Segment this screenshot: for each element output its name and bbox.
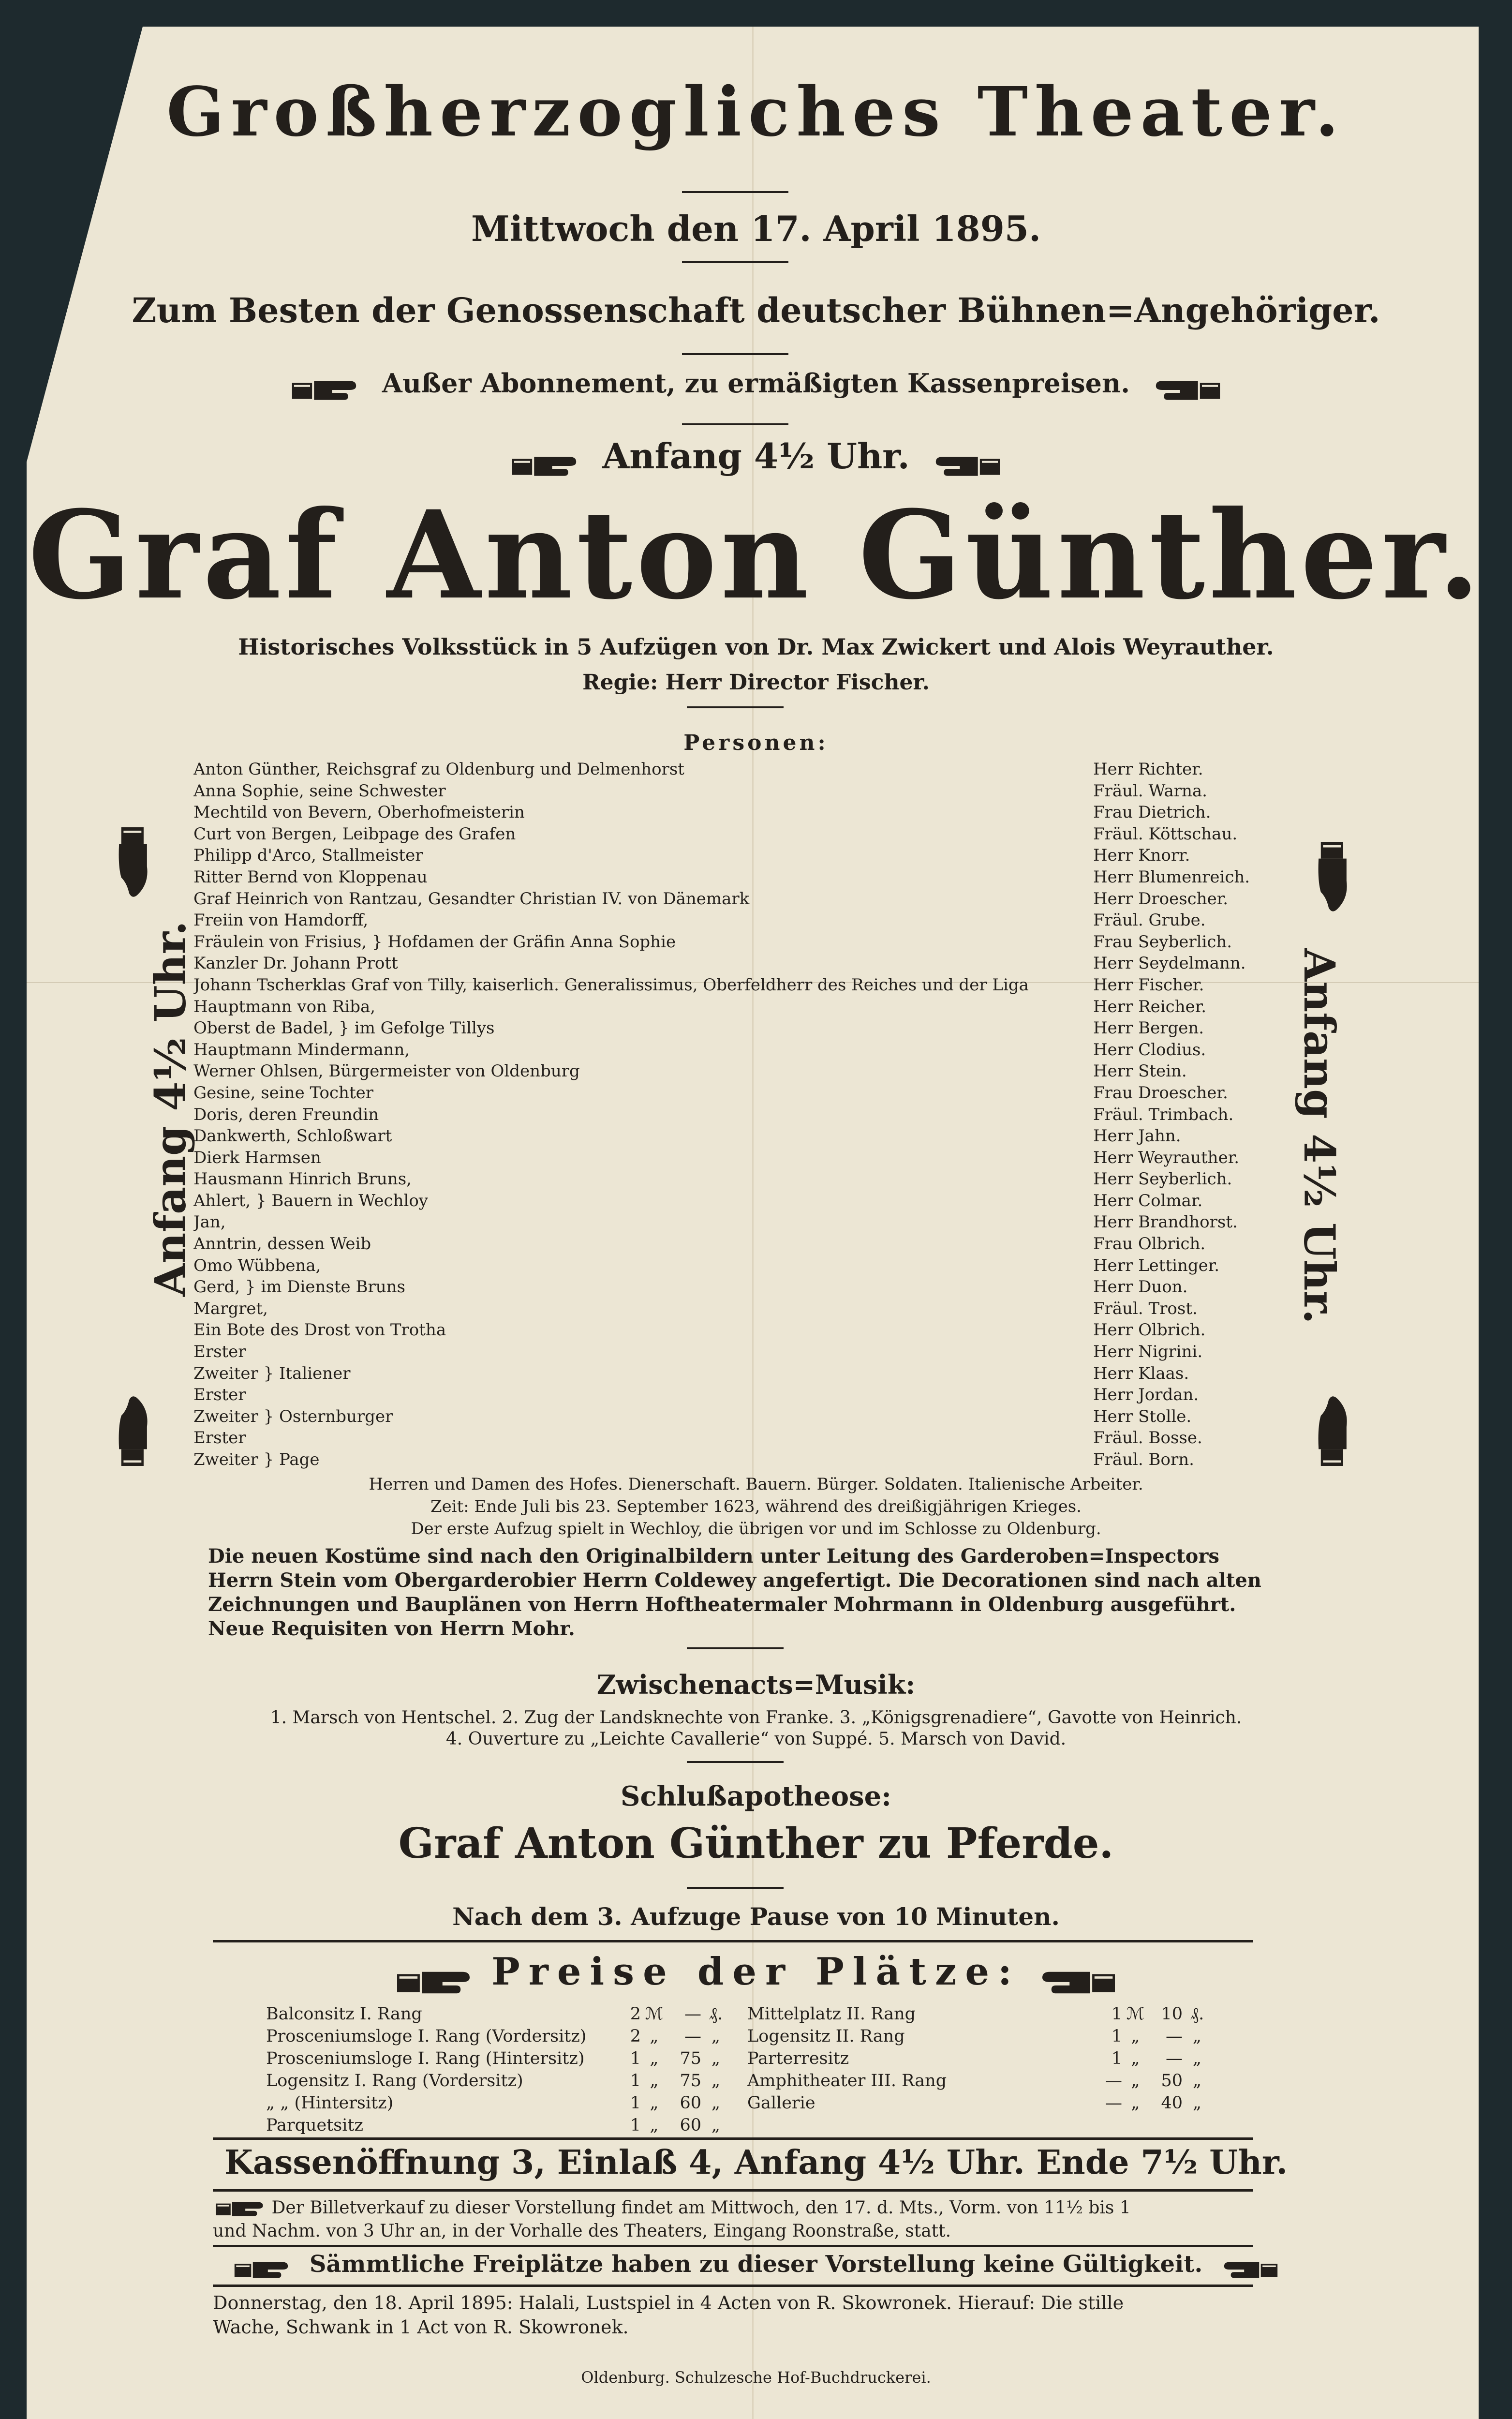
cast-row [193,1211,1238,1233]
cast-actor: Herr Stein. [1093,1061,1187,1081]
price-seat: Logensitz II. Rang [747,2027,905,2046]
price-mark: 1 [630,2071,641,2090]
subscription-row [0,368,1512,405]
play-subtitle: Historisches Volksstück in 5 Aufzügen von Dr. Max Zwickert und Alois Weyrauther. [238,634,1274,660]
cast-row [193,1298,1219,1320]
price-seat: „ „ (Hintersitz) [266,2093,394,2113]
cast-role: Gesine, seine Tochter [193,1083,373,1103]
pointing-hand-icon [1042,1961,1115,2004]
price-seat: Prosceniumsloge I. Rang (Vordersitz) [266,2027,587,2046]
price-pfennig: 75 [680,2049,701,2068]
benefit-line: Zum Besten der Genossenschaft deutscher Bühnen=Angehöriger. [132,290,1380,330]
cast-row [193,953,1246,974]
price-seat: Mittelplatz II. Rang [747,2004,916,2024]
cast-actor: Herr Seydelmann. [1093,954,1246,973]
rule [213,2189,1253,2192]
cast-role: Hausmann Hinrich Bruns, [193,1169,412,1189]
price-mark: 1 [630,2116,641,2135]
cast-role: Anna Sophie, seine Schwester [193,781,446,801]
cast-actor: Herr Clodius. [1093,1040,1206,1060]
cast-row [193,996,1219,1018]
next-show-line: Donnerstag, den 18. April 1895: Halali, Lustspiel in 4 Acten von R. Skowronek. Hierauf: Die stille [213,2292,1124,2314]
cast-role: Ahlert, } Bauern in Wechloy [193,1191,429,1210]
costume-line: Die neuen Kostüme sind nach den Originalbildern unter Leitung des Garderoben=Inspectors [208,1545,1219,1568]
cast-row [193,866,1250,888]
price-row [266,2025,730,2047]
cast-row [193,1363,1219,1385]
cast-actor: Herr Bergen. [1093,1018,1204,1038]
side-note-right: Anfang 4½ Uhr. [1294,948,1345,1324]
price-mark: 1 [1111,2004,1122,2024]
cast-actor: Herr Weyrauther. [1093,1148,1240,1167]
price-pfennig: 10 [1161,2004,1183,2024]
rule [213,1940,1253,1942]
cast-role: Hauptmann von Riba, [193,997,376,1016]
cast-actor: Frau Olbrich. [1093,1234,1206,1254]
price-unit: ℳ [645,2004,664,2024]
cast-actor: Herr Reicher. [1093,997,1207,1016]
price-unit: „ [650,2071,659,2090]
price-row [266,2114,730,2136]
cast-role: Graf Heinrich von Rantzau, Gesandter Christian IV. von Dänemark [193,889,750,909]
rule [213,2137,1253,2140]
price-unit: „ [1131,2049,1140,2068]
price-row [266,2047,730,2070]
cast-role: Doris, deren Freundin [193,1105,379,1124]
price-unit: „ [650,2116,659,2135]
price-pfennig-unit: ₰. [1190,2004,1204,2024]
price-mark: 1 [1111,2027,1122,2046]
cast-row [193,1276,1219,1298]
pointing-hand-icon [106,827,160,900]
price-seat: Balconsitz I. Rang [266,2004,422,2024]
advance-sale [213,2196,1253,2243]
divider [687,1647,784,1649]
price-pfennig-unit: „ [1192,2071,1202,2090]
cast-role: Zweiter } Italiener [193,1363,351,1383]
divider [687,706,784,708]
cast-row [193,1341,1219,1363]
cast-role: Werner Ohlsen, Bürgermeister von Oldenburg [193,1061,580,1081]
pointing-hand-icon [1152,376,1224,405]
cast-role: Kanzler Dr. Johann Prott [193,954,398,973]
cast-row [193,802,1219,823]
price-row [266,2092,730,2114]
pointing-hand-icon [1219,2258,1282,2282]
cast-role: Zweiter } Osternburger [193,1406,393,1426]
price-mark: 1 [1111,2049,1122,2068]
divider [687,1761,784,1763]
cast-role: Hauptmann Mindermann, [193,1040,410,1060]
cast-row [193,823,1238,845]
next-show-line: Wache, Schwank in 1 Act von R. Skowronek. [213,2316,629,2338]
play-title: Graf Anton Günther. [28,484,1484,626]
cast-actor: Fräul. Trost. [1093,1299,1198,1318]
price-mark: 1 [630,2093,641,2113]
cast-actor: Herr Stolle. [1093,1406,1192,1426]
cast-role: Anton Günther, Reichsgraf zu Oldenburg und Delmenhorst [193,760,684,779]
cast-actor: Herr Colmar. [1093,1191,1203,1210]
side-note-left: Anfang 4½ Uhr. [145,921,195,1297]
cast-actor: Herr Seyberlich. [1093,1169,1232,1189]
time-note: Zeit: Ende Juli bis 23. September 1623, während des dreißigjährigen Krieges. [430,1497,1082,1516]
price-seat: Parquetsitz [266,2116,363,2135]
price-pfennig-unit: „ [711,2049,721,2068]
price-row [266,2003,730,2025]
cast-role: Erster [193,1428,246,1448]
cast-row [193,1406,1219,1428]
price-pfennig-unit: „ [1192,2049,1202,2068]
cast-row [193,780,1219,802]
cast-role: Dierk Harmsen [193,1148,321,1167]
music-line: 4. Ouverture zu „Leichte Cavallerie“ von Suppé. 5. Marsch von David. [445,1729,1067,1749]
price-pfennig-unit: „ [711,2093,721,2113]
price-unit: „ [650,2027,659,2046]
cast-role: Ein Bote des Drost von Trotha [193,1320,446,1340]
cast-actor: Herr Blumenreich. [1093,867,1250,887]
price-row [266,2070,730,2092]
price-seat: Gallerie [747,2093,815,2113]
pointing-hand-icon [932,452,1004,481]
price-unit: „ [1131,2027,1140,2046]
pointing-hand-icon [397,1961,470,2004]
subscription-note: Außer Abonnement, zu ermäßigten Kassenpreisen. [382,368,1130,399]
cast-actor: Frau Droescher. [1093,1083,1228,1103]
finale-heading: Schlußapotheose: [621,1780,891,1812]
prices-right [747,2003,1212,2114]
price-pfennig: 60 [680,2116,701,2135]
price-unit: „ [650,2093,659,2113]
music-line: 1. Marsch von Hentschel. 2. Zug der Landsknechte von Franke. 3. „Königsgrenadiere“, Gavotte von Heinrich. [270,1708,1242,1728]
price-row [747,2025,1212,2047]
price-pfennig-unit: „ [711,2027,721,2046]
cast-actor: Fräul. Bosse. [1093,1428,1202,1448]
cast-role: Anntrin, dessen Weib [193,1234,371,1254]
rule [213,2285,1253,2287]
cast-actor: Herr Brandhorst. [1093,1212,1238,1232]
cast-row [193,1104,1234,1126]
cast-row [193,1082,1228,1104]
price-seat: Amphitheater III. Rang [747,2071,947,2090]
cast-actor: Herr Jordan. [1093,1385,1199,1405]
divider [687,1887,784,1889]
cast-role: Mechtild von Bevern, Oberhofmeisterin [193,803,525,822]
rule [213,2245,1253,2247]
price-seat: Logensitz I. Rang (Vordersitz) [266,2071,523,2090]
cast-role: Gerd, } im Dienste Bruns [193,1277,405,1297]
divider [682,261,788,263]
divider [682,191,788,193]
cast-actor: Frau Seyberlich. [1093,932,1232,952]
cast-actor: Frau Dietrich. [1093,803,1211,822]
cast-row [193,1168,1232,1190]
cast-row [193,1060,1219,1082]
price-mark: — [1105,2093,1122,2113]
free-tickets-note: Sämmtliche Freiplätze haben zu dieser Vorstellung keine Gültigkeit. [309,2251,1203,2278]
pointing-hand-icon [1306,1393,1359,1466]
price-pfennig: — [1166,2049,1183,2068]
start-row [0,435,1512,481]
printer-imprint: Oldenburg. Schulzesche Hof-Buchdruckerei. [581,2368,931,2387]
cast-row [193,1147,1240,1169]
divider [682,423,788,425]
costume-line: Herrn Stein vom Obergarderobier Herrn Coldewey angefertigt. Die Decorationen sind nach alten [208,1569,1261,1592]
cast-role: Erster [193,1385,246,1405]
cast-role: Erster [193,1342,246,1362]
price-mark: — [1105,2071,1122,2090]
price-row [747,2070,1212,2092]
price-pfennig-unit: „ [711,2071,721,2090]
cast-role: Dankwerth, Schloßwart [193,1126,392,1146]
price-pfennig-unit: „ [711,2116,721,2135]
price-pfennig: — [684,2004,701,2024]
cast-role: Omo Wübbena, [193,1255,321,1275]
finale-title: Graf Anton Günther zu Pferde. [398,1819,1114,1868]
advance-sale-line: und Nachm. von 3 Uhr an, in der Vorhalle des Theaters, Eingang Roonstraße, statt. [213,2221,951,2241]
cast-role: Fräulein von Frisius, } Hofdamen der Gräfin Anna Sophie [193,932,676,952]
price-pfennig: 50 [1161,2071,1183,2090]
cast-row [193,759,1219,780]
price-pfennig: — [684,2027,701,2046]
cast-footer: Herren und Damen des Hofes. Dienerschaft. Bauern. Bürger. Soldaten. Italienische Arbeiter. [369,1475,1143,1494]
cast-actor: Herr Jahn. [1093,1126,1181,1146]
cast-row [193,1255,1219,1277]
director: Regie: Herr Director Fischer. [582,670,930,695]
costume-line: Zeichnungen und Bauplänen von Herrn Hoftheatermaler Mohrmann in Oldenburg ausgeführt. [208,1593,1236,1616]
price-mark: 2 [630,2027,641,2046]
cast-actor: Herr Nigrini. [1093,1342,1203,1362]
pointing-hand-icon [213,2198,266,2220]
price-unit: ℳ [1126,2004,1145,2024]
cast-role: Freiin von Hamdorff, [193,911,369,930]
theatre-name: Großherzogliches Theater. [166,73,1346,152]
price-pfennig: — [1166,2027,1183,2046]
cast-actor: Herr Olbrich. [1093,1320,1206,1340]
cast-actor: Herr Lettinger. [1093,1255,1220,1275]
cast-actor: Herr Duon. [1093,1277,1188,1297]
price-pfennig-unit: ₰. [709,2004,723,2024]
price-mark: 1 [630,2049,641,2068]
cast-row [193,1125,1219,1147]
price-unit: „ [1131,2093,1140,2113]
cast-actor: Herr Richter. [1093,760,1203,779]
music-heading: Zwischenacts=Musik: [596,1669,916,1700]
price-pfennig: 60 [680,2093,701,2113]
cast-row [193,931,1232,953]
price-unit: „ [650,2049,659,2068]
performance-date: Mittwoch den 17. April 1895. [471,208,1041,249]
cast-actor: Fräul. Grube. [1093,911,1206,930]
place-note: Der erste Aufzug spielt in Wechloy, die übrigen vor und im Schlosse zu Oldenburg. [411,1519,1101,1538]
cast-role: Johann Tscherklas Graf von Tilly, kaiserlich. Generalissimus, Oberfeldherr des Reiches und der Liga [193,975,1029,995]
price-pfennig-unit: „ [1192,2093,1202,2113]
advance-sale-line: Der Billetverkauf zu dieser Vorstellung findet am Mittwoch, den 17. d. Mts., Vorm. von 11½ bis 1 [271,2198,1131,2218]
pointing-hand-icon [508,452,580,481]
price-pfennig: 40 [1161,2093,1183,2113]
free-tickets-row [0,2251,1512,2282]
pause-note: Nach dem 3. Aufzuge Pause von 10 Minuten. [452,1902,1060,1931]
cast-actor: Herr Klaas. [1093,1363,1189,1383]
cast-role: Oberst de Badel, } im Gefolge Tillys [193,1018,495,1038]
prices-heading: Preise der Plätze: [491,1950,1021,1994]
cast-role: Curt von Bergen, Leibpage des Grafen [193,824,516,844]
price-row [747,2003,1212,2025]
price-pfennig: 75 [680,2071,701,2090]
divider [682,353,788,355]
cast-actor: Herr Knorr. [1093,846,1190,866]
cast-actor: Fräul. Warna. [1093,781,1207,801]
cast-role: Zweiter } Page [193,1450,320,1469]
cast-heading: Personen: [683,731,829,755]
pointing-hand-icon [230,2258,293,2282]
cast-row [193,1427,1219,1449]
pointing-hand-icon [288,376,360,405]
cast-actor: Herr Fischer. [1093,975,1204,995]
price-row [747,2047,1212,2070]
costume-note [208,1544,1272,1641]
cast-role: Ritter Bernd von Kloppenau [193,867,428,887]
cast-row [193,1039,1219,1061]
start-time: Anfang 4½ Uhr. [602,435,910,477]
pointing-hand-icon [106,1393,160,1466]
cast-row [193,1190,1219,1212]
cast-row [193,1017,1219,1039]
opening-times: Kassenöffnung 3, Einlaß 4, Anfang 4½ Uhr. Ende 7½ Uhr. [224,2143,1288,2182]
pointing-hand-icon [1306,842,1359,914]
cast-row [193,1449,1219,1471]
prices-heading-row [0,1950,1512,2004]
cast-actor: Fräul. Born. [1093,1450,1194,1469]
price-pfennig-unit: „ [1192,2027,1202,2046]
price-seat: Parterresitz [747,2049,849,2068]
prices-left [266,2003,730,2136]
cast-actor: Fräul. Trimbach. [1093,1105,1234,1124]
cast-role: Margret, [193,1299,268,1318]
cast-role: Philipp d'Arco, Stallmeister [193,846,423,866]
cast-row [193,1233,1219,1255]
cast-row [193,1384,1219,1406]
price-unit: „ [1131,2071,1140,2090]
cast-actor: Herr Droescher. [1093,889,1229,909]
cast-role: Jan, [193,1212,226,1232]
next-show [213,2291,1253,2339]
price-mark: 2 [630,2004,641,2024]
price-seat: Prosceniumsloge I. Rang (Hintersitz) [266,2049,585,2068]
cast-list [193,759,1250,1471]
cast-row [193,910,1219,931]
price-row [747,2092,1212,2114]
cast-actor: Fräul. Köttschau. [1093,824,1238,844]
cast-row [193,974,1219,996]
cast-row [193,1319,1219,1341]
costume-line: Neue Requisiten von Herrn Mohr. [208,1617,575,1640]
cast-row [193,845,1219,866]
cast-row [193,888,1229,910]
